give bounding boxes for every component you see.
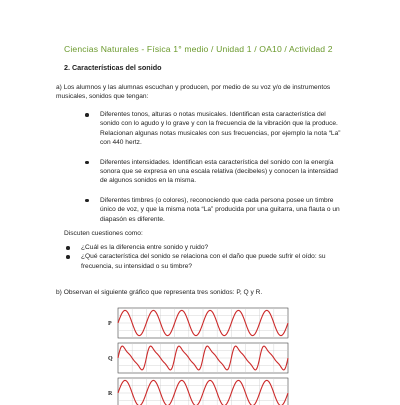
- list-item: Diferentes timbres (o colores), reconociendo que cada persona posee un timbre único de voz, y que la misma nota “La” producida por una guitarra, una flauta o un diapasón es diferente.: [85, 196, 347, 224]
- intro-paragraph-b: b) Observan el siguiente gráfico que representa tres sonidos: P, Q y R.: [56, 289, 263, 296]
- wave-panel-r: [108, 378, 288, 405]
- intro-paragraph-a: a) Los alumnos y las alumnas escuchan y producen, por medio de su voz y/o de instrumentos musicales, sonidos que tengan:: [56, 84, 331, 101]
- bullet-icon: [66, 255, 70, 259]
- list-item: ¿Cuál es la diferencia entre sonido y ruido?: [66, 243, 351, 252]
- section-title: 2. Características del sonido: [64, 63, 162, 72]
- wave-panel-q: [108, 343, 288, 373]
- list-item: ¿Qué característica del sonido se relaciona con el daño que puede sufrir el oído: su frecuencia, su intensidad o su timbre?: [66, 252, 351, 271]
- wave-panel-p: [108, 308, 288, 338]
- wave-graph-svg: [104, 305, 294, 405]
- bullet-icon: [66, 246, 70, 250]
- list-item: Diferentes tonos, alturas o notas musicales. Identifican esta característica del sonido con lo agudo y lo grave y con la frecuencia de la vibración que la produce. Relacionan algunas notas musicales con sus frecuencias, por ejemplo la nota “La” con 440 hertz.: [85, 110, 347, 148]
- bullet-icon: [85, 161, 89, 165]
- bullet-icon: [85, 113, 89, 117]
- wave-label: R: [108, 391, 113, 397]
- document-header: Ciencias Naturales - Física 1° medio / Unidad 1 / OA10 / Actividad 2: [64, 44, 333, 54]
- list-item: Diferentes intensidades. Identifican esta característica del sonido con la energía sonora que se expresa en una escala relativa (decibeles) y conocen la intensidad de algunos sonidos en la misma.: [85, 158, 347, 186]
- bullet-list-a: [85, 110, 347, 234]
- bullet-list-b: [66, 243, 351, 271]
- wave-label: P: [108, 321, 112, 327]
- wave-graph: [104, 305, 294, 405]
- bullet-icon: [85, 199, 89, 203]
- wave-label: Q: [108, 356, 113, 362]
- discuss-intro: Discuten cuestiones como:: [64, 230, 143, 237]
